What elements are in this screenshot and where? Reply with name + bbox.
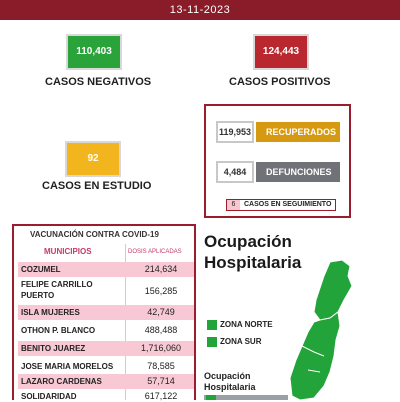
- recuperados-label: RECUPERADOS: [256, 122, 340, 142]
- date-header: 13-11-2023: [0, 0, 400, 20]
- negativos-label: CASOS NEGATIVOS: [45, 76, 152, 88]
- defunciones-value: 4,484: [216, 161, 254, 183]
- recuperados-value: 119,953: [216, 121, 254, 143]
- zona-sur-label: ZONA SUR: [220, 337, 262, 346]
- seguimiento-value: 6: [227, 200, 240, 210]
- zona-norte-label: ZONA NORTE: [220, 320, 273, 329]
- municipio-name: ISLA MUJERES: [21, 308, 80, 317]
- table-row: [18, 278, 194, 304]
- zona-sur-region: [290, 312, 340, 400]
- zona-sur-swatch: [206, 336, 218, 348]
- col-dosis-header: DOSIS APLICADAS: [128, 249, 182, 255]
- positivos-label: CASOS POSITIVOS: [229, 76, 331, 88]
- ocupacion-bar: [204, 395, 288, 400]
- zona-norte-region: [314, 260, 352, 320]
- defunciones-label: DEFUNCIONES: [256, 162, 340, 182]
- ocupacion-bar-marker: [206, 395, 216, 400]
- municipio-name: JOSE MARIA MORELOS: [21, 362, 114, 371]
- dosis-value: 78,585: [147, 361, 175, 371]
- estudio-count-tile: 92: [65, 141, 121, 177]
- ocupacion-title: [204, 231, 301, 273]
- table-row: [18, 374, 194, 389]
- municipio-name: COZUMEL: [21, 265, 61, 274]
- dosis-value: 488,488: [144, 325, 178, 335]
- table-row: [18, 323, 194, 338]
- ocupacion-subtitle: [204, 371, 256, 393]
- dosis-value: 214,634: [144, 264, 178, 274]
- dosis-value: 617,122: [144, 391, 178, 401]
- ocupacion-subtitle-line2: Hospitalaria: [204, 382, 256, 392]
- dosis-value: 42,749: [147, 307, 175, 317]
- municipio-name: LAZARO CARDENAS: [21, 377, 102, 386]
- dosis-value: 156,285: [144, 286, 178, 296]
- table-row: [18, 390, 194, 400]
- municipio-name: BENITO JUAREZ: [21, 344, 86, 353]
- vacunacion-title: VACUNACIÓN CONTRA COVID-19: [30, 230, 159, 239]
- positivos-count-tile: 124,443: [253, 34, 309, 70]
- ocupacion-subtitle-line1: Ocupación: [204, 371, 251, 381]
- ocupacion-title-line2: Hospitalaria: [204, 253, 302, 272]
- table-row: [18, 305, 194, 320]
- ocupacion-title-line1: Ocupación: [204, 232, 292, 251]
- table-row: [18, 262, 194, 277]
- table-row: [18, 341, 194, 356]
- quintana-roo-map: [290, 260, 354, 400]
- col-municipios-header: MUNICIPIOS: [44, 247, 92, 256]
- municipio-name: OTHON P. BLANCO: [21, 326, 96, 335]
- table-row: [18, 359, 194, 374]
- dosis-value: 1,716,060: [140, 343, 182, 353]
- dosis-value: 57,714: [147, 376, 175, 386]
- negativos-count-tile: 110,403: [66, 34, 122, 70]
- zona-norte-swatch: [206, 319, 218, 331]
- municipio-name: SOLIDARIDAD: [21, 392, 77, 401]
- seguimiento-label: CASOS EN SEGUIMIENTO: [244, 201, 332, 208]
- municipio-name: FELIPE CARRILLO PUERTO: [21, 280, 93, 300]
- estudio-label: CASOS EN ESTUDIO: [42, 180, 152, 192]
